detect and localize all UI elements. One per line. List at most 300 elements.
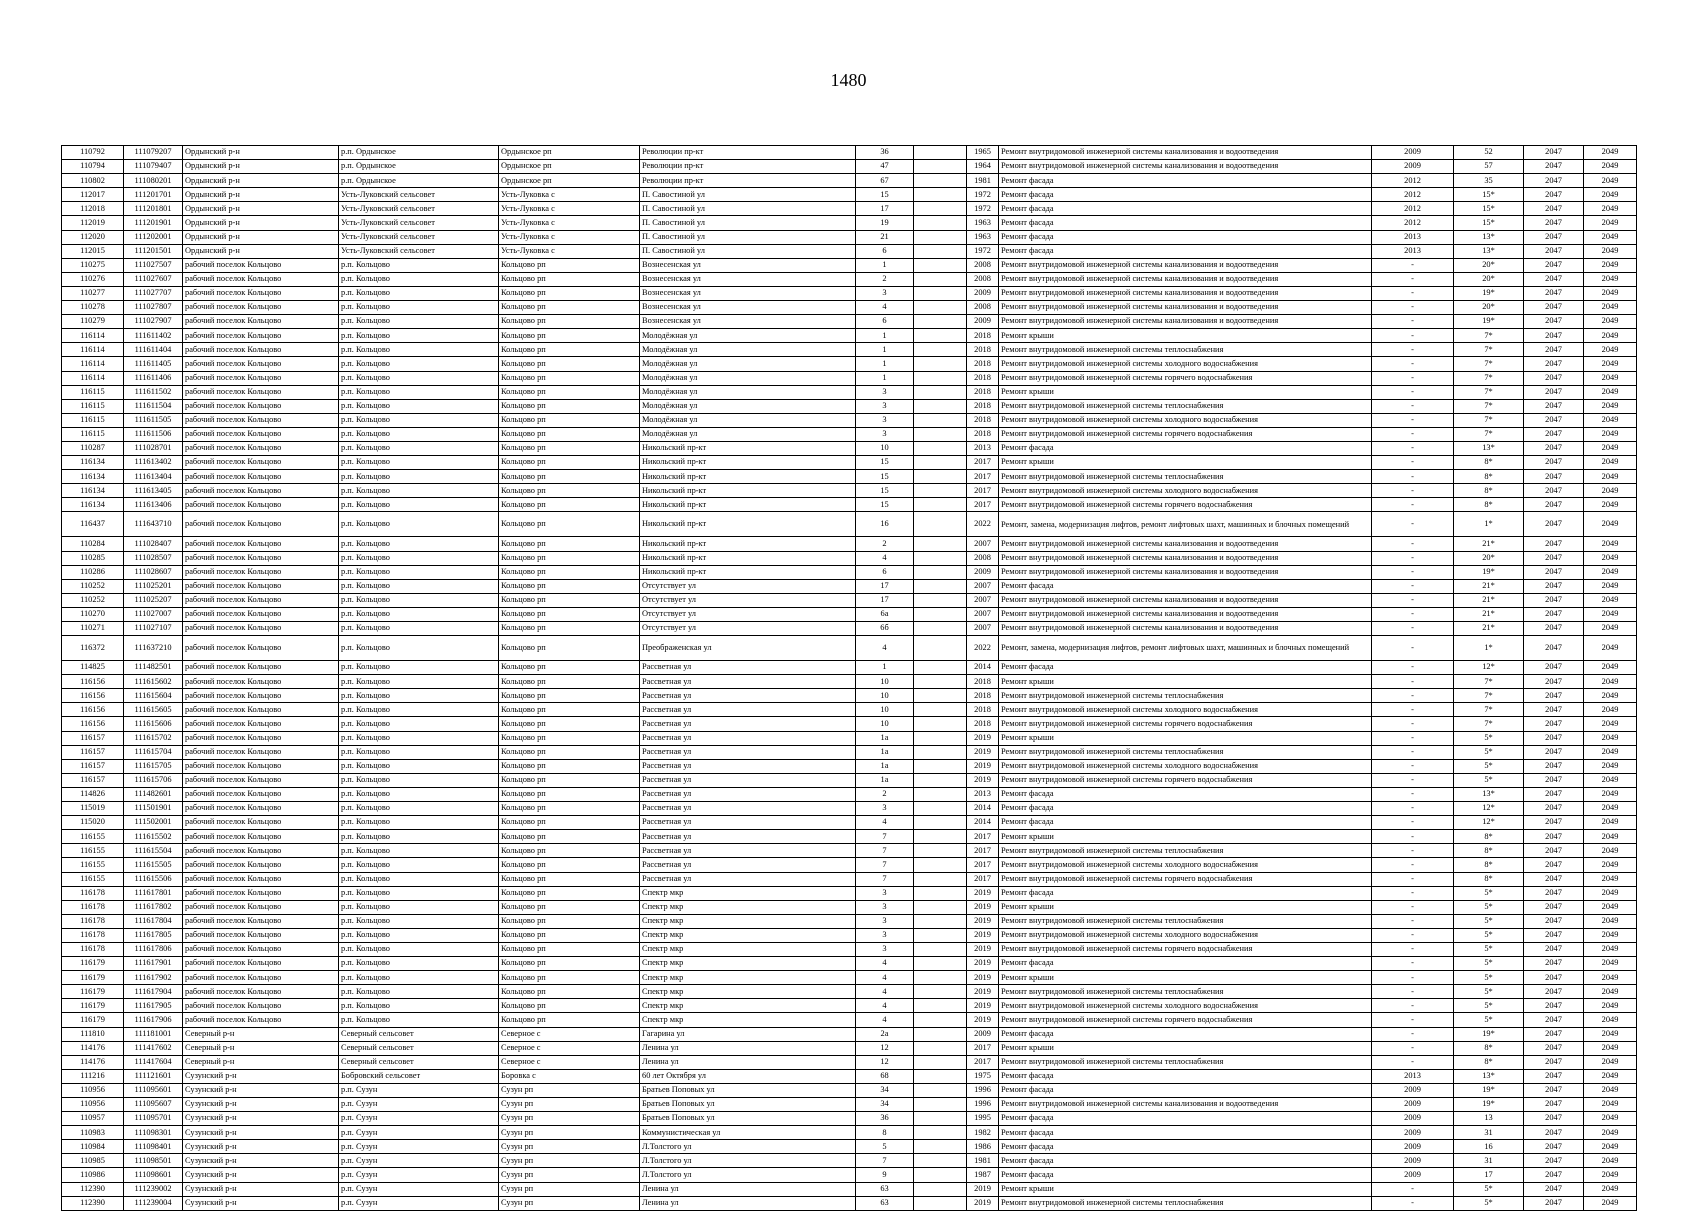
plan-end-cell: 2049 <box>1584 579 1637 593</box>
municipality-cell: р.п. Кольцово <box>339 385 499 399</box>
house-number-cell: 1 <box>856 661 914 675</box>
municipality-cell: р.п. Кольцово <box>339 607 499 621</box>
plan-start-cell: 2047 <box>1524 565 1584 579</box>
district-cell: рабочий поселок Кольцово <box>183 731 339 745</box>
building-cell <box>914 537 967 551</box>
commission-year-cell: 2019 <box>967 957 999 971</box>
table-row <box>62 202 1637 216</box>
wear-cell: 21* <box>1454 593 1524 607</box>
wear-cell: 31 <box>1454 1154 1524 1168</box>
settlement-cell: Сузун рп <box>499 1140 640 1154</box>
street-cell: Никольский пр-кт <box>640 565 856 579</box>
wear-cell: 5* <box>1454 942 1524 956</box>
building-cell <box>914 1055 967 1069</box>
house-id-cell: 110287 <box>62 441 124 455</box>
work-id-cell: 111615702 <box>124 731 183 745</box>
table-row <box>62 343 1637 357</box>
commission-year-cell: 2018 <box>967 717 999 731</box>
building-cell <box>914 872 967 886</box>
district-cell: Ордынский р-н <box>183 188 339 202</box>
house-number-cell: 4 <box>856 985 914 999</box>
district-cell: рабочий поселок Кольцово <box>183 830 339 844</box>
street-cell: Ленина ул <box>640 1182 856 1196</box>
work-type-cell: Ремонт внутридомовой инженерной системы горячего водоснабжения <box>999 717 1372 731</box>
table-row <box>62 512 1637 537</box>
municipality-cell: р.п. Кольцово <box>339 787 499 801</box>
building-cell <box>914 745 967 759</box>
table-row <box>62 957 1637 971</box>
wear-cell: 5* <box>1454 900 1524 914</box>
work-id-cell: 111201801 <box>124 202 183 216</box>
municipality-cell: р.п. Кольцово <box>339 456 499 470</box>
work-type-cell: Ремонт внутридомовой инженерной системы канализования и водоотведения <box>999 537 1372 551</box>
last-repair-year-cell: - <box>1372 689 1454 703</box>
street-cell: Рассветная ул <box>640 689 856 703</box>
building-cell <box>914 272 967 286</box>
wear-cell: 21* <box>1454 607 1524 621</box>
work-id-cell: 111028701 <box>124 441 183 455</box>
work-type-cell: Ремонт внутридомовой инженерной системы теплоснабжения <box>999 914 1372 928</box>
commission-year-cell: 2007 <box>967 537 999 551</box>
municipality-cell: р.п. Сузун <box>339 1083 499 1097</box>
work-id-cell: 111027507 <box>124 258 183 272</box>
house-id-cell: 116155 <box>62 872 124 886</box>
table-row <box>62 146 1637 160</box>
table-row <box>62 759 1637 773</box>
plan-start-cell: 2047 <box>1524 816 1584 830</box>
plan-start-cell: 2047 <box>1524 1168 1584 1182</box>
wear-cell: 19* <box>1454 1083 1524 1097</box>
plan-end-cell: 2049 <box>1584 816 1637 830</box>
house-id-cell: 110279 <box>62 315 124 329</box>
work-id-cell: 111027107 <box>124 622 183 636</box>
street-cell: Отсутствует ул <box>640 593 856 607</box>
street-cell: Революции пр-кт <box>640 160 856 174</box>
building-cell <box>914 315 967 329</box>
plan-start-cell: 2047 <box>1524 216 1584 230</box>
house-id-cell: 110956 <box>62 1083 124 1097</box>
table-row <box>62 286 1637 300</box>
district-cell: рабочий поселок Кольцово <box>183 914 339 928</box>
last-repair-year-cell: 2013 <box>1372 1069 1454 1083</box>
plan-end-cell: 2049 <box>1584 787 1637 801</box>
table-row <box>62 244 1637 258</box>
house-id-cell: 116134 <box>62 456 124 470</box>
wear-cell: 7* <box>1454 357 1524 371</box>
building-cell <box>914 830 967 844</box>
work-type-cell: Ремонт фасада <box>999 216 1372 230</box>
house-id-cell: 116114 <box>62 371 124 385</box>
commission-year-cell: 2019 <box>967 731 999 745</box>
plan-start-cell: 2047 <box>1524 745 1584 759</box>
work-type-cell: Ремонт внутридомовой инженерной системы теплоснабжения <box>999 399 1372 413</box>
settlement-cell: Кольцово рп <box>499 675 640 689</box>
wear-cell: 20* <box>1454 258 1524 272</box>
commission-year-cell: 2008 <box>967 301 999 315</box>
last-repair-year-cell: - <box>1372 357 1454 371</box>
commission-year-cell: 1981 <box>967 174 999 188</box>
commission-year-cell: 2017 <box>967 470 999 484</box>
work-id-cell: 111615706 <box>124 773 183 787</box>
work-type-cell: Ремонт крыши <box>999 675 1372 689</box>
plan-start-cell: 2047 <box>1524 703 1584 717</box>
wear-cell: 15* <box>1454 188 1524 202</box>
table-row <box>62 675 1637 689</box>
table-row <box>62 272 1637 286</box>
work-type-cell: Ремонт фасада <box>999 579 1372 593</box>
commission-year-cell: 2018 <box>967 357 999 371</box>
plan-end-cell: 2049 <box>1584 565 1637 579</box>
plan-start-cell: 2047 <box>1524 914 1584 928</box>
settlement-cell: Кольцово рп <box>499 844 640 858</box>
house-id-cell: 110276 <box>62 272 124 286</box>
building-cell <box>914 512 967 537</box>
district-cell: рабочий поселок Кольцово <box>183 329 339 343</box>
street-cell: Спектр мкр <box>640 985 856 999</box>
wear-cell: 16 <box>1454 1140 1524 1154</box>
municipality-cell: р.п. Кольцово <box>339 773 499 787</box>
last-repair-year-cell: - <box>1372 731 1454 745</box>
plan-end-cell: 2049 <box>1584 971 1637 985</box>
district-cell: Сузунский р-н <box>183 1126 339 1140</box>
plan-end-cell: 2049 <box>1584 636 1637 661</box>
municipality-cell: р.п. Кольцово <box>339 703 499 717</box>
work-type-cell: Ремонт фасада <box>999 661 1372 675</box>
plan-start-cell: 2047 <box>1524 343 1584 357</box>
municipality-cell: р.п. Кольцово <box>339 343 499 357</box>
house-number-cell: 16 <box>856 512 914 537</box>
work-type-cell: Ремонт, замена, модернизация лифтов, ремонт лифтовых шахт, машинных и блочных помещений <box>999 636 1372 661</box>
building-cell <box>914 1126 967 1140</box>
last-repair-year-cell: 2012 <box>1372 202 1454 216</box>
last-repair-year-cell: - <box>1372 985 1454 999</box>
district-cell: Северный р-н <box>183 1055 339 1069</box>
district-cell: рабочий поселок Кольцово <box>183 343 339 357</box>
table-row <box>62 385 1637 399</box>
work-type-cell: Ремонт внутридомовой инженерной системы канализования и водоотведения <box>999 160 1372 174</box>
building-cell <box>914 1182 967 1196</box>
building-cell <box>914 703 967 717</box>
plan-start-cell: 2047 <box>1524 1154 1584 1168</box>
commission-year-cell: 2019 <box>967 900 999 914</box>
table-row <box>62 1126 1637 1140</box>
wear-cell: 21* <box>1454 622 1524 636</box>
work-type-cell: Ремонт фасада <box>999 802 1372 816</box>
house-id-cell: 112018 <box>62 202 124 216</box>
table-row <box>62 427 1637 441</box>
table-row <box>62 484 1637 498</box>
settlement-cell: Кольцово рп <box>499 565 640 579</box>
settlement-cell: Ордынское рп <box>499 174 640 188</box>
commission-year-cell: 2018 <box>967 675 999 689</box>
commission-year-cell: 2013 <box>967 441 999 455</box>
building-cell <box>914 957 967 971</box>
work-id-cell: 111098501 <box>124 1154 183 1168</box>
work-type-cell: Ремонт фасада <box>999 441 1372 455</box>
street-cell: Молодёжная ул <box>640 357 856 371</box>
municipality-cell: Бобровский сельсовет <box>339 1069 499 1083</box>
municipality-cell: р.п. Кольцово <box>339 928 499 942</box>
wear-cell: 5* <box>1454 773 1524 787</box>
house-id-cell: 116155 <box>62 844 124 858</box>
settlement-cell: Кольцово рп <box>499 329 640 343</box>
house-id-cell: 110986 <box>62 1168 124 1182</box>
work-id-cell: 111613405 <box>124 484 183 498</box>
work-type-cell: Ремонт внутридомовой инженерной системы канализования и водоотведения <box>999 301 1372 315</box>
plan-end-cell: 2049 <box>1584 1013 1637 1027</box>
street-cell: Рассветная ул <box>640 661 856 675</box>
commission-year-cell: 2008 <box>967 551 999 565</box>
wear-cell: 15* <box>1454 216 1524 230</box>
commission-year-cell: 1975 <box>967 1069 999 1083</box>
house-id-cell: 116156 <box>62 689 124 703</box>
plan-end-cell: 2049 <box>1584 371 1637 385</box>
wear-cell: 12* <box>1454 802 1524 816</box>
house-number-cell: 1а <box>856 731 914 745</box>
table-row <box>62 1140 1637 1154</box>
last-repair-year-cell: - <box>1372 802 1454 816</box>
settlement-cell: Сузун рп <box>499 1196 640 1210</box>
work-id-cell: 111121601 <box>124 1069 183 1083</box>
commission-year-cell: 2008 <box>967 258 999 272</box>
house-id-cell: 110957 <box>62 1112 124 1126</box>
plan-start-cell: 2047 <box>1524 1182 1584 1196</box>
work-id-cell: 111611506 <box>124 427 183 441</box>
work-id-cell: 111611406 <box>124 371 183 385</box>
building-cell <box>914 565 967 579</box>
wear-cell: 1* <box>1454 636 1524 661</box>
commission-year-cell: 2018 <box>967 371 999 385</box>
last-repair-year-cell: - <box>1372 512 1454 537</box>
street-cell: Спектр мкр <box>640 914 856 928</box>
district-cell: Ордынский р-н <box>183 146 339 160</box>
house-id-cell: 114176 <box>62 1041 124 1055</box>
house-number-cell: 17 <box>856 593 914 607</box>
street-cell: Спектр мкр <box>640 928 856 942</box>
work-id-cell: 111615605 <box>124 703 183 717</box>
municipality-cell: р.п. Кольцово <box>339 636 499 661</box>
municipality-cell: р.п. Кольцово <box>339 942 499 956</box>
house-number-cell: 12 <box>856 1041 914 1055</box>
wear-cell: 13* <box>1454 230 1524 244</box>
work-type-cell: Ремонт внутридомовой инженерной системы канализования и водоотведения <box>999 1098 1372 1112</box>
work-id-cell: 111181001 <box>124 1027 183 1041</box>
district-cell: рабочий поселок Кольцово <box>183 787 339 801</box>
wear-cell: 7* <box>1454 343 1524 357</box>
house-number-cell: 7 <box>856 1154 914 1168</box>
work-id-cell: 111482601 <box>124 787 183 801</box>
commission-year-cell: 1986 <box>967 1140 999 1154</box>
work-id-cell: 111027707 <box>124 286 183 300</box>
settlement-cell: Кольцово рп <box>499 607 640 621</box>
plan-start-cell: 2047 <box>1524 689 1584 703</box>
wear-cell: 5* <box>1454 731 1524 745</box>
building-cell <box>914 498 967 512</box>
house-id-cell: 116115 <box>62 385 124 399</box>
district-cell: рабочий поселок Кольцово <box>183 565 339 579</box>
work-id-cell: 111095607 <box>124 1098 183 1112</box>
street-cell: Отсутствует ул <box>640 579 856 593</box>
house-number-cell: 3 <box>856 802 914 816</box>
table-row <box>62 329 1637 343</box>
commission-year-cell: 2019 <box>967 745 999 759</box>
district-cell: рабочий поселок Кольцово <box>183 689 339 703</box>
table-row <box>62 315 1637 329</box>
last-repair-year-cell: 2009 <box>1372 1083 1454 1097</box>
work-id-cell: 111239004 <box>124 1196 183 1210</box>
wear-cell: 5* <box>1454 957 1524 971</box>
municipality-cell: р.п. Сузун <box>339 1112 499 1126</box>
building-cell <box>914 1098 967 1112</box>
street-cell: Спектр мкр <box>640 900 856 914</box>
work-type-cell: Ремонт крыши <box>999 456 1372 470</box>
commission-year-cell: 2019 <box>967 928 999 942</box>
last-repair-year-cell: - <box>1372 315 1454 329</box>
building-cell <box>914 216 967 230</box>
work-id-cell: 111615704 <box>124 745 183 759</box>
district-cell: рабочий поселок Кольцово <box>183 622 339 636</box>
street-cell: Братьев Поповых ул <box>640 1112 856 1126</box>
plan-start-cell: 2047 <box>1524 858 1584 872</box>
table-row <box>62 258 1637 272</box>
plan-end-cell: 2049 <box>1584 1196 1637 1210</box>
commission-year-cell: 1972 <box>967 202 999 216</box>
street-cell: Спектр мкр <box>640 942 856 956</box>
work-type-cell: Ремонт фасада <box>999 202 1372 216</box>
settlement-cell: Кольцово рп <box>499 579 640 593</box>
settlement-cell: Кольцово рп <box>499 942 640 956</box>
settlement-cell: Северное с <box>499 1041 640 1055</box>
district-cell: рабочий поселок Кольцово <box>183 844 339 858</box>
table-row <box>62 703 1637 717</box>
building-cell <box>914 456 967 470</box>
wear-cell: 7* <box>1454 385 1524 399</box>
house-number-cell: 19 <box>856 216 914 230</box>
table-row <box>62 787 1637 801</box>
plan-end-cell: 2049 <box>1584 607 1637 621</box>
house-number-cell: 2а <box>856 1027 914 1041</box>
building-cell <box>914 551 967 565</box>
street-cell: Революции пр-кт <box>640 146 856 160</box>
building-cell <box>914 1013 967 1027</box>
wear-cell: 12* <box>1454 661 1524 675</box>
page-number: 1480 <box>830 70 867 90</box>
wear-cell: 19* <box>1454 1027 1524 1041</box>
house-number-cell: 1а <box>856 745 914 759</box>
building-cell <box>914 1112 967 1126</box>
last-repair-year-cell: 2009 <box>1372 160 1454 174</box>
wear-cell: 8* <box>1454 456 1524 470</box>
plan-start-cell: 2047 <box>1524 999 1584 1013</box>
plan-start-cell: 2047 <box>1524 1126 1584 1140</box>
commission-year-cell: 2018 <box>967 689 999 703</box>
plan-start-cell: 2047 <box>1524 1083 1584 1097</box>
work-id-cell: 111028407 <box>124 537 183 551</box>
street-cell: Рассветная ул <box>640 830 856 844</box>
municipality-cell: Усть-Луковский сельсовет <box>339 216 499 230</box>
plan-end-cell: 2049 <box>1584 230 1637 244</box>
plan-end-cell: 2049 <box>1584 1041 1637 1055</box>
house-number-cell: 63 <box>856 1196 914 1210</box>
house-id-cell: 116157 <box>62 745 124 759</box>
district-cell: рабочий поселок Кольцово <box>183 858 339 872</box>
capital-repair-table <box>61 145 1637 1211</box>
plan-start-cell: 2047 <box>1524 886 1584 900</box>
wear-cell: 8* <box>1454 484 1524 498</box>
commission-year-cell: 2019 <box>967 886 999 900</box>
work-type-cell: Ремонт внутридомовой инженерной системы горячего водоснабжения <box>999 498 1372 512</box>
house-number-cell: 10 <box>856 675 914 689</box>
municipality-cell: р.п. Кольцово <box>339 427 499 441</box>
district-cell: рабочий поселок Кольцово <box>183 551 339 565</box>
building-cell <box>914 636 967 661</box>
municipality-cell: Усть-Луковский сельсовет <box>339 202 499 216</box>
street-cell: Л.Толстого ул <box>640 1168 856 1182</box>
plan-end-cell: 2049 <box>1584 703 1637 717</box>
house-number-cell: 10 <box>856 717 914 731</box>
work-id-cell: 111617805 <box>124 928 183 942</box>
wear-cell: 19* <box>1454 1098 1524 1112</box>
last-repair-year-cell: 2013 <box>1372 230 1454 244</box>
last-repair-year-cell: - <box>1372 773 1454 787</box>
district-cell: рабочий поселок Кольцово <box>183 999 339 1013</box>
street-cell: Никольский пр-кт <box>640 537 856 551</box>
work-type-cell: Ремонт крыши <box>999 830 1372 844</box>
last-repair-year-cell: - <box>1372 385 1454 399</box>
building-cell <box>914 928 967 942</box>
street-cell: Рассветная ул <box>640 858 856 872</box>
work-type-cell: Ремонт внутридомовой инженерной системы теплоснабжения <box>999 844 1372 858</box>
settlement-cell: Кольцово рп <box>499 759 640 773</box>
district-cell: рабочий поселок Кольцово <box>183 385 339 399</box>
table-row <box>62 985 1637 999</box>
building-cell <box>914 1140 967 1154</box>
district-cell: рабочий поселок Кольцово <box>183 315 339 329</box>
work-type-cell: Ремонт внутридомовой инженерной системы теплоснабжения <box>999 1196 1372 1210</box>
district-cell: Сузунский р-н <box>183 1140 339 1154</box>
municipality-cell: р.п. Сузун <box>339 1168 499 1182</box>
street-cell: Молодёжная ул <box>640 385 856 399</box>
plan-end-cell: 2049 <box>1584 216 1637 230</box>
settlement-cell: Кольцово рп <box>499 717 640 731</box>
commission-year-cell: 2019 <box>967 1013 999 1027</box>
commission-year-cell: 2018 <box>967 385 999 399</box>
work-type-cell: Ремонт фасада <box>999 816 1372 830</box>
house-number-cell: 4 <box>856 301 914 315</box>
street-cell: Вознесенская ул <box>640 272 856 286</box>
district-cell: рабочий поселок Кольцово <box>183 928 339 942</box>
settlement-cell: Кольцово рп <box>499 957 640 971</box>
plan-start-cell: 2047 <box>1524 773 1584 787</box>
table-row <box>62 773 1637 787</box>
street-cell: Ленина ул <box>640 1055 856 1069</box>
settlement-cell: Кольцово рп <box>499 928 640 942</box>
plan-start-cell: 2047 <box>1524 188 1584 202</box>
house-id-cell: 112390 <box>62 1196 124 1210</box>
plan-end-cell: 2049 <box>1584 551 1637 565</box>
work-id-cell: 111613404 <box>124 470 183 484</box>
district-cell: рабочий поселок Кольцово <box>183 357 339 371</box>
plan-end-cell: 2049 <box>1584 343 1637 357</box>
settlement-cell: Кольцово рп <box>499 357 640 371</box>
wear-cell: 7* <box>1454 689 1524 703</box>
work-type-cell: Ремонт внутридомовой инженерной системы холодного водоснабжения <box>999 357 1372 371</box>
wear-cell: 12* <box>1454 816 1524 830</box>
table-row <box>62 844 1637 858</box>
street-cell: Рассветная ул <box>640 816 856 830</box>
district-cell: рабочий поселок Кольцово <box>183 272 339 286</box>
last-repair-year-cell: - <box>1372 999 1454 1013</box>
